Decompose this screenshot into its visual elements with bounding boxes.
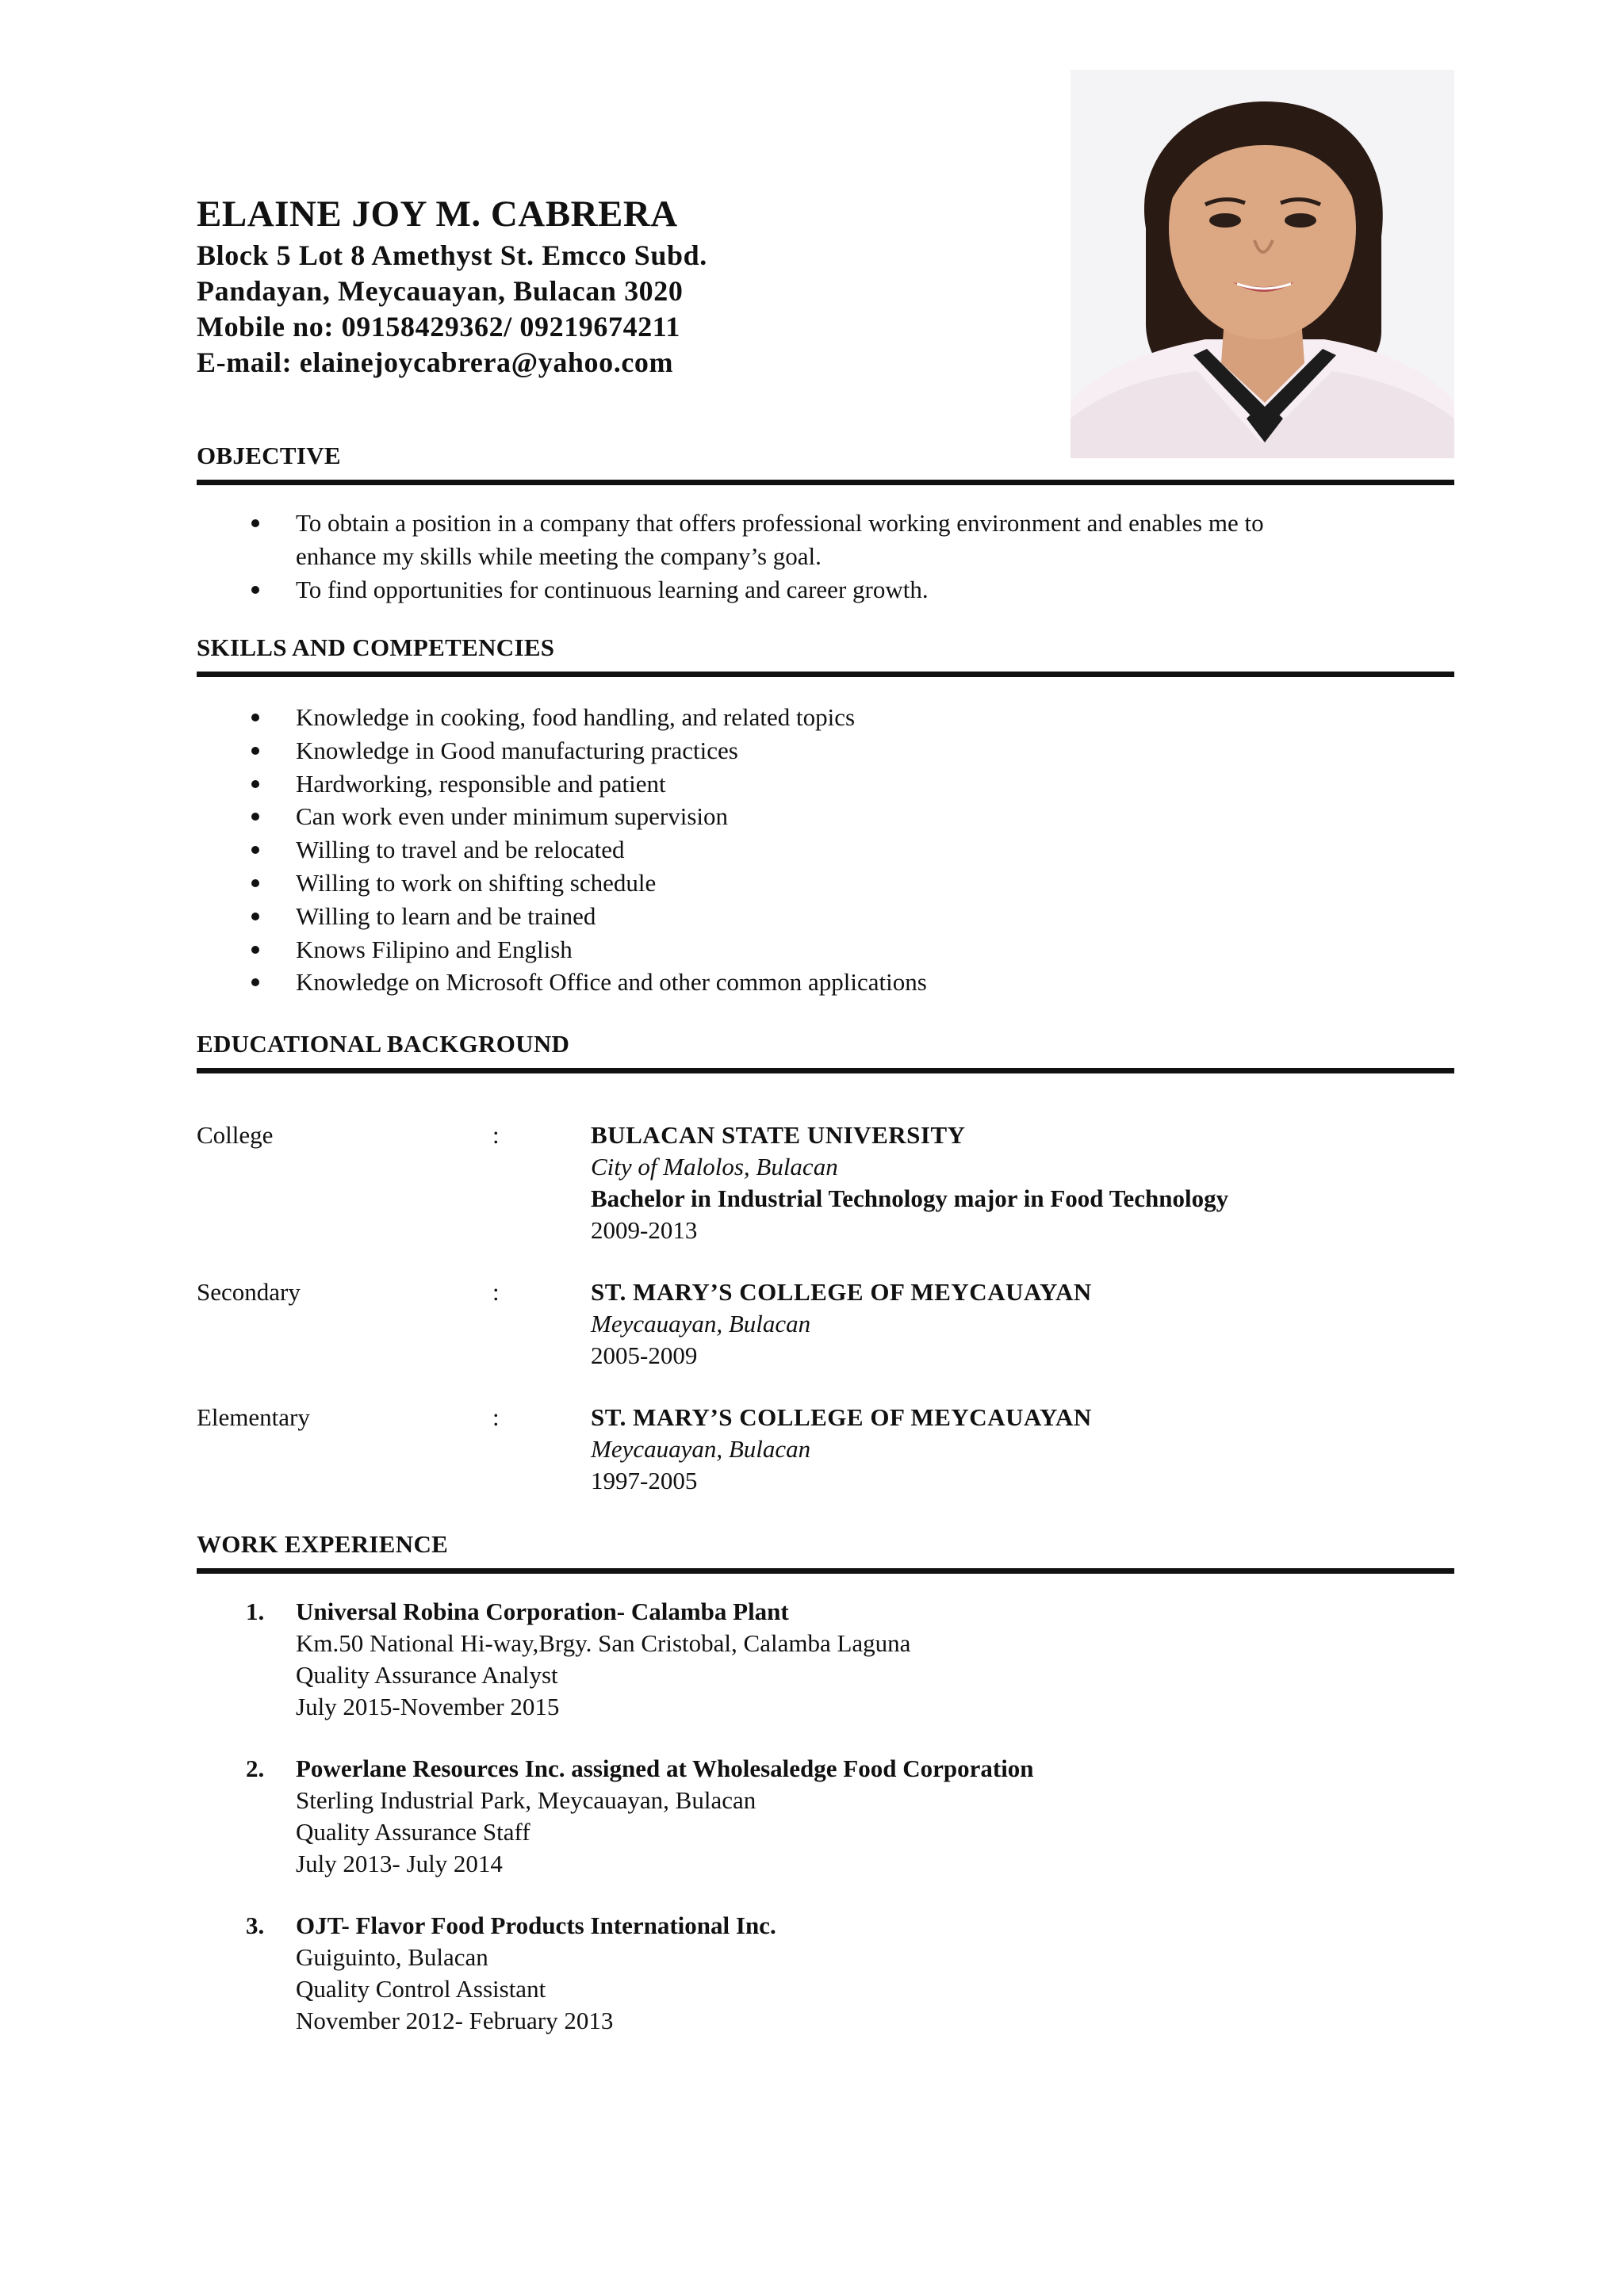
work-number: 3.	[246, 1911, 265, 1939]
education-details	[591, 1276, 1454, 1372]
bullet-icon	[251, 879, 259, 887]
job-dates: July 2013- July 2014	[296, 1850, 503, 1877]
applicant-name: ELAINE JOY M. CABRERA	[197, 193, 678, 235]
objective-item-text: To obtain a position in a company that offers professional working environment and enables me to	[296, 509, 1264, 537]
skill-item	[197, 767, 1454, 801]
education-colon: :	[492, 1403, 500, 1431]
skills-title: SKILLS AND COMPETENCIES	[197, 632, 1454, 677]
education-entry-college	[197, 1119, 1454, 1246]
skill-text: Hardworking, responsible and patient	[296, 769, 666, 798]
bullet-icon	[251, 714, 259, 721]
skills-section	[197, 632, 1454, 999]
education-level: Elementary	[197, 1403, 310, 1431]
education-years: 2009-2013	[591, 1216, 698, 1244]
school-name: ST. MARY’S COLLEGE OF MEYCAUAYAN	[591, 1278, 1092, 1306]
email-address: E-mail: elainejoycabrera@yahoo.com	[197, 346, 674, 378]
education-entry-secondary	[197, 1276, 1454, 1372]
skill-text: Knowledge in cooking, food handling, and related topics	[296, 703, 856, 731]
bullet-icon	[251, 747, 259, 755]
education-title: EDUCATIONAL BACKGROUND	[197, 1028, 1454, 1073]
skill-text: Knows Filipino and English	[296, 935, 573, 963]
school-location: Meycauayan, Bulacan	[591, 1435, 811, 1463]
education-years: 1997-2005	[591, 1467, 698, 1494]
objective-list	[197, 507, 1454, 606]
bullet-icon	[251, 978, 259, 986]
education-level: Secondary	[197, 1278, 301, 1306]
objective-section	[197, 440, 1454, 606]
skill-item	[197, 701, 1454, 734]
work-entry	[197, 1753, 1454, 1880]
bullet-icon	[251, 946, 259, 954]
education-entry-elementary	[197, 1402, 1454, 1497]
school-name: BULACAN STATE UNIVERSITY	[591, 1121, 966, 1149]
job-position: Quality Assurance Staff	[296, 1818, 530, 1846]
skills-list	[197, 701, 1454, 999]
work-number: 2.	[246, 1755, 265, 1782]
company-name: Universal Robina Corporation- Calamba Plant	[296, 1598, 789, 1625]
school-location: City of Malolos, Bulacan	[591, 1153, 838, 1181]
bullet-icon	[251, 846, 259, 854]
skill-item	[197, 900, 1454, 933]
skill-text: Willing to travel and be relocated	[296, 836, 625, 864]
job-dates: July 2015-November 2015	[296, 1693, 560, 1720]
education-colon: :	[492, 1121, 500, 1149]
skill-item	[197, 867, 1454, 900]
portrait-icon	[1071, 70, 1454, 458]
work-section	[197, 1529, 1454, 2037]
address-line-1: Block 5 Lot 8 Amethyst St. Emcco Subd.	[197, 239, 707, 271]
education-colon: :	[492, 1278, 500, 1306]
job-position: Quality Assurance Analyst	[296, 1661, 558, 1689]
company-address: Km.50 National Hi-way,Brgy. San Cristobal, Calamba Laguna	[296, 1629, 911, 1657]
company-name: OJT- Flavor Food Products International Inc.	[296, 1911, 776, 1939]
bullet-icon	[251, 780, 259, 788]
skill-item	[197, 966, 1454, 999]
skill-text: Willing to work on shifting schedule	[296, 868, 657, 897]
skill-item	[197, 933, 1454, 966]
objective-item	[197, 507, 1454, 573]
objective-item-text-cont: enhance my skills while meeting the company’s goal.	[296, 541, 822, 570]
skill-text: Willing to learn and be trained	[296, 901, 596, 930]
degree: Bachelor in Industrial Technology major in Food Technology	[591, 1184, 1229, 1212]
address-line-2: Pandayan, Meycauayan, Bulacan 3020	[197, 275, 684, 307]
job-position: Quality Control Assistant	[296, 1975, 546, 2003]
objective-item	[197, 573, 1454, 607]
company-address: Guiguinto, Bulacan	[296, 1943, 488, 1971]
bullet-icon	[251, 813, 259, 821]
bullet-icon	[251, 519, 259, 527]
objective-title: OBJECTIVE	[197, 440, 1454, 485]
skill-text: Knowledge on Microsoft Office and other common applications	[296, 968, 927, 997]
work-title: WORK EXPERIENCE	[197, 1529, 1454, 1574]
education-details	[591, 1402, 1454, 1497]
bullet-icon	[251, 586, 259, 594]
applicant-photo	[1071, 70, 1454, 458]
school-location: Meycauayan, Bulacan	[591, 1310, 811, 1337]
company-name: Powerlane Resources Inc. assigned at Wholesaledge Food Corporation	[296, 1755, 1034, 1782]
education-level: College	[197, 1121, 274, 1149]
education-years: 2005-2009	[591, 1341, 698, 1369]
work-entry	[197, 1596, 1454, 1723]
education-section	[197, 1028, 1454, 1497]
mobile-numbers: Mobile no: 09158429362/ 09219674211	[197, 311, 681, 342]
resume-header	[197, 190, 1029, 381]
company-address: Sterling Industrial Park, Meycauayan, Bulacan	[296, 1786, 756, 1814]
skill-item	[197, 734, 1454, 767]
skill-text: Can work even under minimum supervision	[296, 802, 728, 831]
objective-item-text: To find opportunities for continuous learning and career growth.	[296, 575, 929, 603]
school-name: ST. MARY’S COLLEGE OF MEYCAUAYAN	[591, 1403, 1092, 1431]
skill-item	[197, 800, 1454, 833]
skill-text: Knowledge in Good manufacturing practices	[296, 736, 738, 764]
education-details	[591, 1119, 1454, 1246]
work-number: 1.	[246, 1598, 265, 1625]
work-entry	[197, 1910, 1454, 2037]
skill-item	[197, 833, 1454, 867]
bullet-icon	[251, 913, 259, 920]
job-dates: November 2012- February 2013	[296, 2007, 614, 2034]
